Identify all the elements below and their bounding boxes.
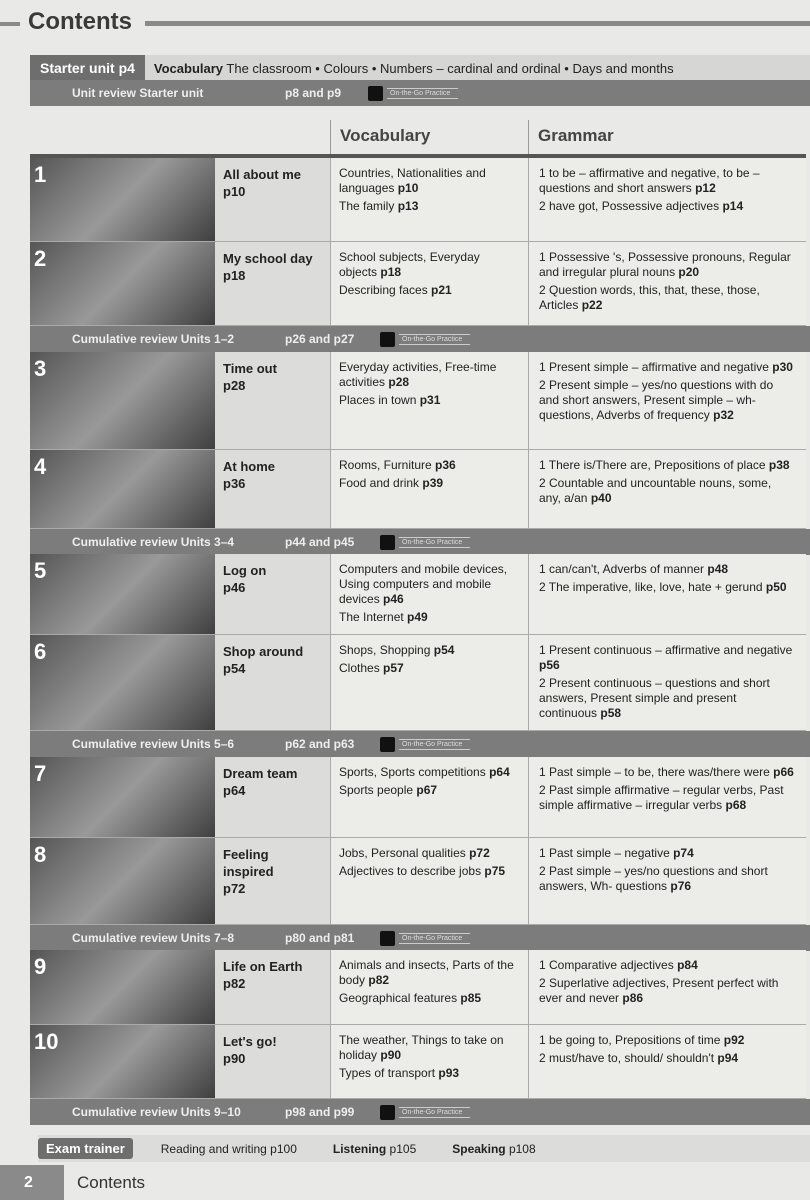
vocab-text: The family — [339, 199, 398, 213]
unit-number: 2 — [34, 246, 47, 271]
vocab-item — [339, 393, 520, 408]
page-number: 2 — [0, 1165, 64, 1200]
grammar-cell — [528, 242, 806, 325]
vocab-text: Clothes — [339, 661, 384, 675]
unit-photo — [30, 242, 215, 325]
vocab-text: Countries, Nationalities and languages — [339, 166, 486, 195]
otg-label: On-the-Go Practice — [399, 1107, 470, 1118]
exam-trainer-row — [38, 1135, 810, 1162]
unit-page: p10 — [223, 184, 246, 199]
grammar-cell — [528, 1025, 806, 1098]
vocab-page: p72 — [469, 846, 490, 860]
exam-item: Speaking p108 — [452, 1141, 536, 1156]
grammar-text: 2 Present continuous – questions and short answers, Present simple and present continuous — [539, 676, 770, 720]
grammar-cell — [528, 950, 806, 1024]
unit-title: Time out — [223, 361, 277, 376]
otg-label: On-the-Go Practice — [399, 334, 470, 345]
vocab-text: Sports, Sports competitions — [339, 765, 490, 779]
unit-title: Life on Earth — [223, 959, 303, 974]
grammar-header: Grammar — [538, 126, 614, 145]
macmillan-app-icon — [380, 332, 395, 347]
grammar-page: p58 — [600, 706, 622, 720]
exam-item: Listening p105 — [332, 1141, 417, 1156]
grammar-text: 2 have got, Possessive adjectives — [539, 199, 723, 213]
divider — [528, 120, 529, 156]
grammar-page: p22 — [581, 298, 603, 312]
grammar-item — [539, 846, 796, 861]
vocab-cell — [330, 242, 528, 325]
unit-page: p46 — [223, 580, 246, 595]
unit-number: 7 — [34, 761, 47, 786]
grammar-text: 2 Question words, this, that, these, those, Articles — [539, 283, 760, 312]
vocab-item — [339, 661, 520, 676]
footer-label: Contents — [77, 1173, 146, 1192]
grammar-item — [539, 765, 796, 780]
vocab-page: p49 — [407, 610, 428, 624]
vocab-item — [339, 765, 520, 780]
unit-photo — [30, 635, 215, 730]
grammar-item — [539, 166, 796, 196]
unit-photo — [30, 450, 215, 528]
review-label: Cumulative review Units 7–8 — [72, 931, 235, 945]
on-the-go-practice-link[interactable] — [380, 737, 470, 752]
vocab-text: Food and drink — [339, 476, 423, 490]
vocab-page: p36 — [435, 458, 456, 472]
vocab-item — [339, 1033, 520, 1063]
unit-title-cell — [215, 158, 330, 241]
grammar-text: 2 Countable and uncountable nouns, some, any, a/an — [539, 476, 772, 505]
unit-title-cell — [215, 554, 330, 634]
unit-number: 5 — [34, 558, 47, 583]
unit-row — [30, 1025, 806, 1099]
review-bar — [30, 326, 810, 352]
review-pages: p62 and p63 — [285, 737, 355, 751]
grammar-text: 1 Present simple – affirmative and negative — [539, 360, 773, 374]
otg-label: On-the-Go Practice — [387, 88, 458, 99]
unit-row — [30, 554, 806, 635]
grammar-item — [539, 1033, 796, 1048]
review-bar — [30, 925, 810, 951]
vocab-cell — [330, 554, 528, 634]
grammar-item — [539, 643, 796, 673]
unit-page: p64 — [223, 783, 246, 798]
grammar-cell — [528, 158, 806, 241]
vocab-item — [339, 958, 520, 988]
vocab-item — [339, 360, 520, 390]
unit-title-cell — [215, 1025, 330, 1098]
otg-label: On-the-Go Practice — [399, 739, 470, 750]
vocab-item — [339, 458, 520, 473]
vocab-cell — [330, 1025, 528, 1098]
vocab-item — [339, 476, 520, 491]
review-label: Cumulative review Units 1–2 — [72, 332, 235, 346]
grammar-cell — [528, 554, 806, 634]
vocab-page: p85 — [460, 991, 482, 1005]
vocab-item — [339, 199, 520, 214]
grammar-page: p48 — [707, 562, 729, 576]
grammar-text: 2 Past simple – yes/no questions and short answers, Wh- questions — [539, 864, 768, 893]
unit-page: p90 — [223, 1051, 246, 1066]
macmillan-app-icon — [380, 535, 395, 550]
unit-number: 1 — [34, 162, 47, 187]
exam-trainer-label: Exam trainer — [38, 1138, 133, 1159]
grammar-page: p12 — [695, 181, 716, 195]
unit-title: Shop around — [223, 644, 304, 659]
grammar-item — [539, 283, 796, 313]
macmillan-app-icon — [380, 931, 395, 946]
vocab-cell — [330, 950, 528, 1024]
unit-row — [30, 838, 806, 925]
grammar-item — [539, 250, 796, 280]
review-bar — [30, 731, 810, 757]
grammar-cell — [528, 450, 806, 528]
grammar-page: p56 — [539, 658, 560, 672]
review-bar — [30, 529, 810, 555]
unit-row — [30, 242, 806, 326]
unit-page: p72 — [223, 881, 246, 896]
vocab-page: p82 — [368, 973, 390, 987]
review-label: Unit review Starter unit — [72, 86, 204, 100]
unit-page: p82 — [223, 976, 246, 991]
vocab-cell — [330, 635, 528, 730]
unit-title: Log on — [223, 563, 267, 578]
vocabulary-header: Vocabulary — [340, 126, 431, 145]
vocab-page: p90 — [380, 1048, 402, 1062]
unit-number: 3 — [34, 356, 47, 381]
grammar-item — [539, 1051, 796, 1066]
unit-title: Let's go! — [223, 1034, 277, 1049]
title-rule — [145, 21, 810, 26]
unit-row — [30, 635, 806, 731]
vocab-text: School subjects, Everyday objects — [339, 250, 480, 279]
vocab-item — [339, 250, 520, 280]
exam-item: Reading and writing p100 — [160, 1141, 297, 1156]
vocab-cell — [330, 757, 528, 837]
grammar-page: p20 — [678, 265, 700, 279]
grammar-cell — [528, 635, 806, 730]
unit-photo — [30, 158, 215, 241]
vocab-text: Shops, Shopping — [339, 643, 434, 657]
unit-photo — [30, 757, 215, 837]
review-pages: p8 and p9 — [285, 86, 342, 100]
grammar-item — [539, 360, 796, 375]
vocab-cell — [330, 838, 528, 924]
grammar-text: 1 can/can't, Adverbs of manner — [539, 562, 708, 576]
vocab-text: The Internet — [339, 610, 408, 624]
starter-vocab-label: Vocabulary — [153, 60, 224, 76]
macmillan-app-icon — [380, 737, 395, 752]
grammar-item — [539, 976, 796, 1006]
on-the-go-practice-link[interactable] — [380, 332, 470, 347]
vocab-item — [339, 562, 520, 607]
vocab-page: p39 — [422, 476, 444, 490]
grammar-page: p84 — [677, 958, 698, 972]
unit-number: 9 — [34, 954, 47, 979]
vocab-text: Everyday activities, Free-time activities — [339, 360, 497, 389]
unit-page: p28 — [223, 378, 246, 393]
otg-label: On-the-Go Practice — [399, 537, 470, 548]
vocab-cell — [330, 450, 528, 528]
unit-title: Feeling inspired — [223, 847, 274, 879]
vocab-text: Places in town — [339, 393, 420, 407]
grammar-text: 1 Possessive 's, Possessive pronouns, Regular and irregular plural nouns — [539, 250, 791, 279]
grammar-item — [539, 476, 796, 506]
vocab-cell — [330, 352, 528, 449]
unit-title-cell — [215, 635, 330, 730]
grammar-text: 1 Present continuous – affirmative and negative — [539, 643, 793, 657]
unit-row — [30, 450, 806, 529]
unit-photo — [30, 352, 215, 449]
grammar-text: 1 There is/There are, Prepositions of place — [539, 458, 769, 472]
grammar-item — [539, 580, 796, 595]
vocab-text: Adjectives to describe jobs — [339, 864, 485, 878]
otg-label: On-the-Go Practice — [399, 933, 470, 944]
vocab-page: p28 — [388, 375, 410, 389]
review-pages: p80 and p81 — [285, 931, 355, 945]
vocab-page: p57 — [383, 661, 404, 675]
unit-row — [30, 158, 806, 242]
vocab-text: Geographical features — [339, 991, 461, 1005]
vocab-item — [339, 643, 520, 658]
vocab-page: p93 — [438, 1066, 460, 1080]
review-bar — [30, 80, 810, 106]
grammar-cell — [528, 838, 806, 924]
vocab-page: p75 — [484, 864, 506, 878]
grammar-text: 1 Past simple – to be, there was/there were — [539, 765, 774, 779]
on-the-go-practice-link[interactable] — [380, 535, 470, 550]
review-label: Cumulative review Units 3–4 — [72, 535, 235, 549]
grammar-page: p32 — [713, 408, 734, 422]
starter-unit-label: Starter unit p4 — [30, 55, 145, 81]
macmillan-app-icon — [368, 86, 383, 101]
unit-page: p18 — [223, 268, 246, 283]
unit-title: Dream team — [223, 766, 298, 781]
grammar-text: 1 to be – affirmative and negative, to be – questions and short answers — [539, 166, 760, 195]
vocab-page: p54 — [433, 643, 455, 657]
vocab-text: Describing faces — [339, 283, 432, 297]
grammar-page: p50 — [765, 580, 787, 594]
unit-title-cell — [215, 950, 330, 1024]
unit-number: 8 — [34, 842, 47, 867]
review-pages: p98 and p99 — [285, 1105, 355, 1119]
vocab-page: p64 — [489, 765, 510, 779]
grammar-page: p86 — [622, 991, 644, 1005]
grammar-item — [539, 458, 796, 473]
vocab-item — [339, 783, 520, 798]
vocab-text: Jobs, Personal qualities — [339, 846, 470, 860]
unit-photo — [30, 838, 215, 924]
grammar-item — [539, 783, 796, 813]
grammar-page: p76 — [670, 879, 692, 893]
vocab-page: p13 — [397, 199, 419, 213]
grammar-text: 2 Past simple affirmative – regular verbs, Past simple affirmative – irregular verbs — [539, 783, 784, 812]
divider — [330, 120, 331, 156]
grammar-item — [539, 676, 796, 721]
unit-row — [30, 757, 806, 838]
on-the-go-practice-link[interactable] — [380, 931, 470, 946]
unit-title-cell — [215, 450, 330, 528]
vocab-text: Rooms, Furniture — [339, 458, 436, 472]
grammar-page: p30 — [772, 360, 793, 374]
unit-title-cell — [215, 242, 330, 325]
title-rule — [0, 22, 20, 26]
grammar-page: p92 — [723, 1033, 745, 1047]
unit-number: 10 — [34, 1029, 59, 1054]
vocab-cell — [330, 158, 528, 241]
grammar-item — [539, 199, 796, 214]
unit-number: 4 — [34, 454, 47, 479]
page-title: Contents — [28, 8, 132, 35]
grammar-page: p40 — [590, 491, 612, 505]
grammar-item — [539, 562, 796, 577]
vocab-item — [339, 846, 520, 861]
grammar-text: 1 Comparative adjectives — [539, 958, 678, 972]
on-the-go-practice-link[interactable] — [368, 86, 458, 101]
vocab-item — [339, 1066, 520, 1081]
vocab-page: p18 — [380, 265, 402, 279]
grammar-text: 2 Superlative adjectives, Present perfect with ever and never — [539, 976, 779, 1005]
unit-title-cell — [215, 838, 330, 924]
grammar-text: 1 be going to, Prepositions of time — [539, 1033, 724, 1047]
vocab-page: p21 — [431, 283, 452, 297]
grammar-text: 1 Past simple – negative — [539, 846, 674, 860]
vocab-page: p67 — [416, 783, 438, 797]
grammar-page: p66 — [773, 765, 794, 779]
vocab-page: p10 — [397, 181, 419, 195]
grammar-cell — [528, 757, 806, 837]
unit-page: p54 — [223, 661, 246, 676]
unit-number: 6 — [34, 639, 47, 664]
review-bar — [30, 1099, 810, 1125]
review-pages: p26 and p27 — [285, 332, 355, 346]
review-pages: p44 and p45 — [285, 535, 355, 549]
unit-title: My school day — [223, 251, 313, 266]
grammar-text: 2 Present simple – yes/no questions with do and short answers, Present simple – wh- questions, Adverbs of frequency — [539, 378, 774, 422]
unit-page: p36 — [223, 476, 246, 491]
unit-photo — [30, 1025, 215, 1098]
macmillan-app-icon — [380, 1105, 395, 1120]
vocab-text: Animals and insects, Parts of the body — [339, 958, 514, 987]
grammar-page: p14 — [722, 199, 744, 213]
vocab-item — [339, 166, 520, 196]
grammar-page: p94 — [717, 1051, 739, 1065]
unit-title-cell — [215, 352, 330, 449]
vocab-item — [339, 283, 520, 298]
unit-title: All about me — [223, 167, 302, 182]
vocab-page: p31 — [419, 393, 441, 407]
grammar-page: p68 — [725, 798, 747, 812]
grammar-item — [539, 378, 796, 423]
vocab-item — [339, 864, 520, 879]
grammar-page: p74 — [673, 846, 694, 860]
unit-photo — [30, 950, 215, 1024]
grammar-item — [539, 958, 796, 973]
on-the-go-practice-link[interactable] — [380, 1105, 470, 1120]
grammar-item — [539, 864, 796, 894]
unit-row — [30, 950, 806, 1025]
starter-topics: The classroom • Colours • Numbers – cardinal and ordinal • Days and months — [226, 60, 674, 76]
vocab-text: Types of transport — [339, 1066, 439, 1080]
unit-title: At home — [223, 459, 275, 474]
vocab-text: Sports people — [339, 783, 417, 797]
vocab-item — [339, 610, 520, 625]
review-label: Cumulative review Units 5–6 — [72, 737, 235, 751]
review-label: Cumulative review Units 9–10 — [72, 1105, 241, 1119]
grammar-text: 2 The imperative, like, love, hate + gerund — [539, 580, 766, 594]
unit-row — [30, 352, 806, 450]
unit-photo — [30, 554, 215, 634]
starter-unit-row — [30, 55, 810, 81]
vocab-text: Computers and mobile devices, Using computers and mobile devices — [339, 562, 508, 606]
vocab-text: The weather, Things to take on holiday — [339, 1033, 504, 1062]
grammar-page: p38 — [768, 458, 790, 472]
unit-title-cell — [215, 757, 330, 837]
vocab-item — [339, 991, 520, 1006]
grammar-text: 2 must/have to, should/ shouldn't — [539, 1051, 718, 1065]
grammar-cell — [528, 352, 806, 449]
vocab-page: p46 — [383, 592, 404, 606]
